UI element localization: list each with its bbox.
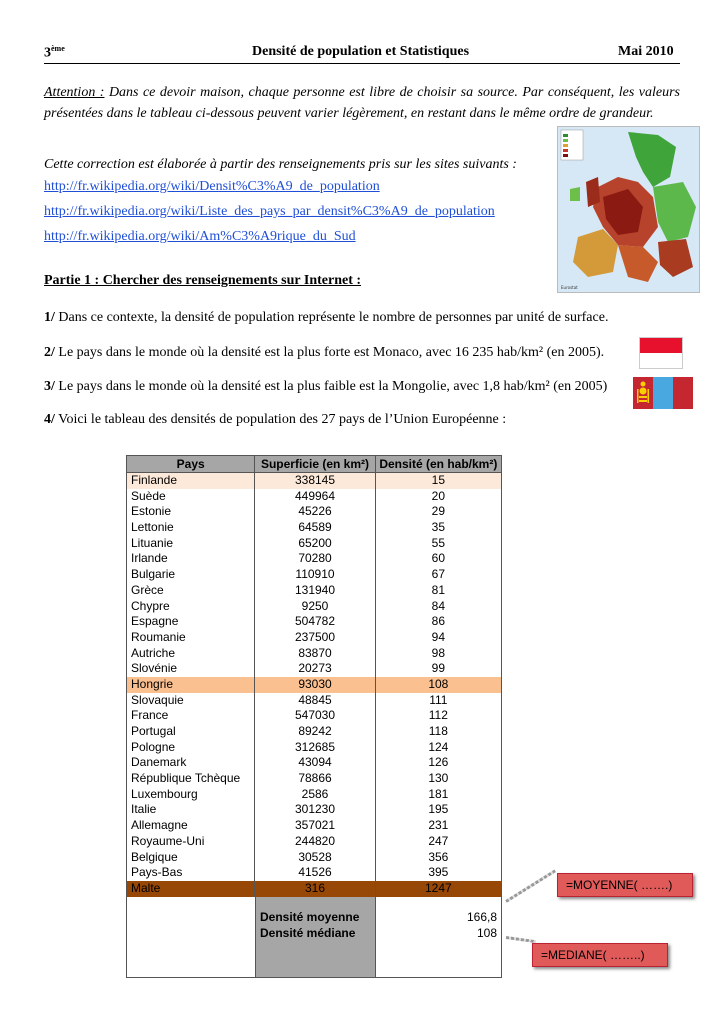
question-4: 4/ Voici le tableau des densités de population des 27 pays de l’Union Européenne : bbox=[44, 412, 507, 427]
eu-density-table bbox=[126, 455, 502, 978]
table-row bbox=[126, 881, 502, 897]
cell-country: France bbox=[126, 708, 255, 724]
cell-country: Roumanie bbox=[126, 630, 255, 646]
cell-density: 126 bbox=[376, 755, 502, 771]
cell-country: Estonie bbox=[126, 504, 255, 520]
question-3: 3/ Le pays dans le monde où la densité est la plus faible est la Mongolie, avec 1,8 hab/km² (en 2005) bbox=[44, 379, 608, 394]
table-row bbox=[126, 661, 502, 677]
cell-area: 244820 bbox=[255, 834, 375, 850]
cell-area: 20273 bbox=[255, 661, 375, 677]
cell-density: 1247 bbox=[376, 881, 502, 897]
table-row bbox=[126, 708, 502, 724]
cell-country: Chypre bbox=[126, 599, 255, 615]
cell-area: 338145 bbox=[255, 473, 375, 489]
cell-density: 124 bbox=[376, 740, 502, 756]
cell-country: Allemagne bbox=[126, 818, 255, 834]
question-1: 1/ Dans ce contexte, la densité de population représente le nombre de personnes par unité de surface. bbox=[44, 310, 609, 325]
cell-country: Autriche bbox=[126, 646, 255, 662]
table-row bbox=[126, 802, 502, 818]
table-row bbox=[126, 850, 502, 866]
table-summary bbox=[126, 897, 502, 978]
cell-country: Luxembourg bbox=[126, 787, 255, 803]
header-density: Densité (en hab/km²) bbox=[376, 456, 502, 472]
cell-area: 70280 bbox=[255, 551, 375, 567]
cell-country: Pays-Bas bbox=[126, 865, 255, 881]
cell-density: 81 bbox=[376, 583, 502, 599]
cell-area: 89242 bbox=[255, 724, 375, 740]
table-header-row bbox=[126, 455, 502, 473]
cell-area: 131940 bbox=[255, 583, 375, 599]
cell-density: 55 bbox=[376, 536, 502, 552]
cell-density: 247 bbox=[376, 834, 502, 850]
page-title: Densité de population et Statistiques bbox=[252, 44, 470, 59]
table-row bbox=[126, 771, 502, 787]
cell-density: 111 bbox=[376, 693, 502, 709]
cell-country: République Tchèque bbox=[126, 771, 255, 787]
cell-area: 65200 bbox=[255, 536, 375, 552]
monaco-flag bbox=[639, 337, 683, 369]
header-area: Superficie (en km²) bbox=[255, 456, 375, 472]
cell-area: 93030 bbox=[255, 677, 375, 693]
mean-formula-box: =MOYENNE( …….) bbox=[557, 873, 693, 897]
cell-density: 118 bbox=[376, 724, 502, 740]
table-row bbox=[126, 583, 502, 599]
cell-country: Hongrie bbox=[126, 677, 255, 693]
table-row bbox=[126, 473, 502, 489]
cell-country: Pologne bbox=[126, 740, 255, 756]
cell-country: Lettonie bbox=[126, 520, 255, 536]
cell-density: 29 bbox=[376, 504, 502, 520]
table-row bbox=[126, 614, 502, 630]
cell-area: 312685 bbox=[255, 740, 375, 756]
cell-area: 237500 bbox=[255, 630, 375, 646]
sources-paragraph: Cette correction est élaborée à partir des renseignements pris sur les sites suivants : bbox=[44, 157, 517, 172]
cell-area: 357021 bbox=[255, 818, 375, 834]
cell-area: 2586 bbox=[255, 787, 375, 803]
table-row bbox=[126, 504, 502, 520]
table-row bbox=[126, 630, 502, 646]
cell-density: 94 bbox=[376, 630, 502, 646]
grade-level: 3ème bbox=[44, 44, 65, 61]
cell-area: 110910 bbox=[255, 567, 375, 583]
cell-area: 41526 bbox=[255, 865, 375, 881]
cell-area: 9250 bbox=[255, 599, 375, 615]
source-link-3[interactable]: http://fr.wikipedia.org/wiki/Am%C3%A9rique_du_Sud bbox=[44, 229, 356, 244]
cell-country: Espagne bbox=[126, 614, 255, 630]
cell-density: 195 bbox=[376, 802, 502, 818]
header-date: Mai 2010 bbox=[618, 44, 674, 59]
summary-values bbox=[376, 897, 502, 977]
cell-density: 67 bbox=[376, 567, 502, 583]
cell-density: 15 bbox=[376, 473, 502, 489]
header-country: Pays bbox=[126, 456, 255, 472]
cell-density: 20 bbox=[376, 489, 502, 505]
cell-area: 547030 bbox=[255, 708, 375, 724]
cell-country: Bulgarie bbox=[126, 567, 255, 583]
table-row bbox=[126, 551, 502, 567]
table-row bbox=[126, 740, 502, 756]
table-row bbox=[126, 536, 502, 552]
cell-country: Danemark bbox=[126, 755, 255, 771]
cell-area: 449964 bbox=[255, 489, 375, 505]
cell-country: Slovaquie bbox=[126, 693, 255, 709]
svg-text:Eurostat: Eurostat bbox=[561, 285, 578, 290]
table-row bbox=[126, 818, 502, 834]
cell-density: 112 bbox=[376, 708, 502, 724]
table-row bbox=[126, 865, 502, 881]
summary-labels bbox=[256, 897, 376, 977]
attention-paragraph: Attention : Dans ce devoir maison, chaque personne est libre de choisir sa source. Par conséquent, les valeurs présentées dans le tableau ci-dessous peuvent varier légèrement, en restant dans le même ordre de grandeur. bbox=[44, 85, 680, 121]
median-label: Densité médiane bbox=[260, 925, 356, 940]
question-2: 2/ Le pays dans le monde où la densité est la plus forte est Monaco, avec 16 235 hab/km² (en 2005). bbox=[44, 345, 605, 360]
cell-density: 395 bbox=[376, 865, 502, 881]
cell-country: Suède bbox=[126, 489, 255, 505]
mongolia-flag bbox=[633, 377, 693, 409]
cell-density: 108 bbox=[376, 677, 502, 693]
table-row bbox=[126, 646, 502, 662]
table-row bbox=[126, 489, 502, 505]
cell-country: Lituanie bbox=[126, 536, 255, 552]
cell-country: Finlande bbox=[126, 473, 255, 489]
cell-area: 30528 bbox=[255, 850, 375, 866]
cell-density: 356 bbox=[376, 850, 502, 866]
table-row bbox=[126, 834, 502, 850]
cell-density: 84 bbox=[376, 599, 502, 615]
table-row bbox=[126, 724, 502, 740]
cell-area: 45226 bbox=[255, 504, 375, 520]
mean-connector bbox=[505, 869, 556, 902]
cell-density: 98 bbox=[376, 646, 502, 662]
cell-area: 504782 bbox=[255, 614, 375, 630]
cell-area: 316 bbox=[255, 881, 375, 897]
cell-country: Irlande bbox=[126, 551, 255, 567]
cell-area: 83870 bbox=[255, 646, 375, 662]
cell-density: 86 bbox=[376, 614, 502, 630]
cell-area: 301230 bbox=[255, 802, 375, 818]
table-row bbox=[126, 693, 502, 709]
mean-value: 166,8 bbox=[466, 909, 497, 924]
cell-country: Grèce bbox=[126, 583, 255, 599]
cell-area: 48845 bbox=[255, 693, 375, 709]
section-title: Partie 1 : Chercher des renseignements sur Internet : bbox=[44, 273, 362, 288]
table-row bbox=[126, 520, 502, 536]
cell-density: 60 bbox=[376, 551, 502, 567]
header-rule bbox=[44, 63, 680, 64]
table-body bbox=[126, 473, 502, 897]
cell-country: Malte bbox=[126, 881, 255, 897]
cell-area: 78866 bbox=[255, 771, 375, 787]
table-row bbox=[126, 787, 502, 803]
cell-density: 130 bbox=[376, 771, 502, 787]
cell-area: 43094 bbox=[255, 755, 375, 771]
europe-density-map bbox=[557, 126, 700, 293]
cell-density: 181 bbox=[376, 787, 502, 803]
cell-country: Belgique bbox=[126, 850, 255, 866]
median-value: 108 bbox=[476, 925, 497, 940]
cell-density: 231 bbox=[376, 818, 502, 834]
table-row bbox=[126, 755, 502, 771]
cell-country: Portugal bbox=[126, 724, 255, 740]
cell-country: Slovénie bbox=[126, 661, 255, 677]
source-link-2[interactable]: http://fr.wikipedia.org/wiki/Liste_des_pays_par_densit%C3%A9_de_population bbox=[44, 204, 495, 219]
mean-label: Densité moyenne bbox=[260, 909, 360, 924]
cell-area: 64589 bbox=[255, 520, 375, 536]
cell-density: 99 bbox=[376, 661, 502, 677]
cell-country: Royaume-Uni bbox=[126, 834, 255, 850]
median-formula-box: =MEDIANE( ……..) bbox=[532, 943, 668, 967]
table-row bbox=[126, 599, 502, 615]
cell-country: Italie bbox=[126, 802, 255, 818]
table-row bbox=[126, 677, 502, 693]
source-link-1[interactable]: http://fr.wikipedia.org/wiki/Densit%C3%A9_de_population bbox=[44, 179, 380, 194]
table-row bbox=[126, 567, 502, 583]
cell-density: 35 bbox=[376, 520, 502, 536]
